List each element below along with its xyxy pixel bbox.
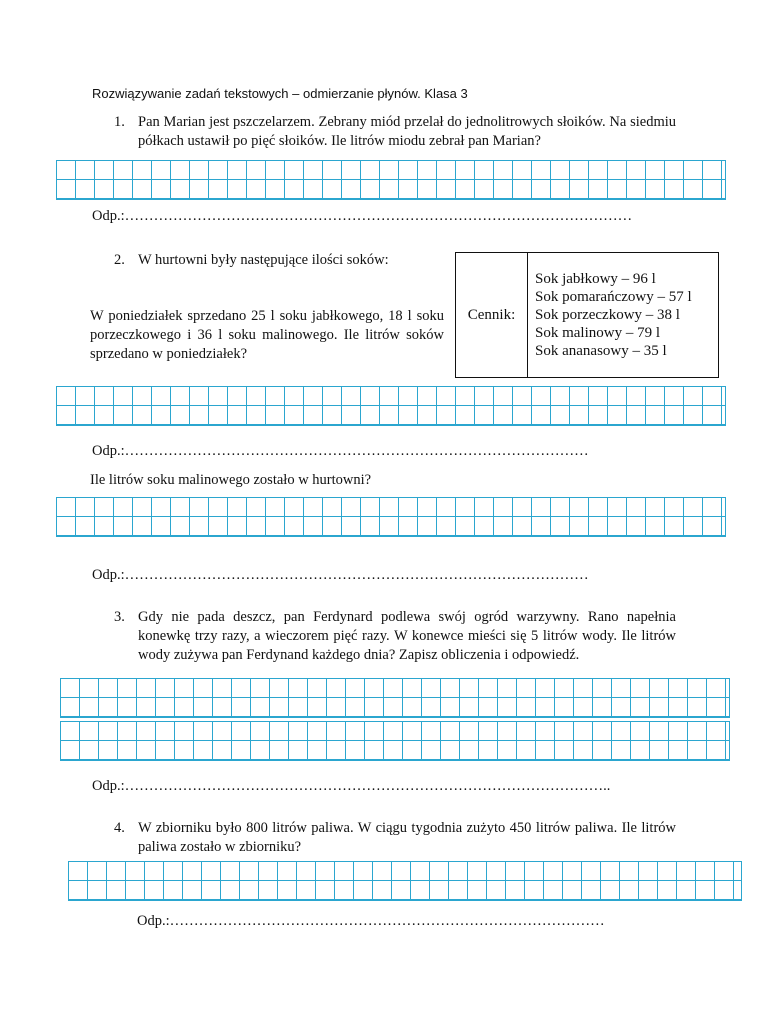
task-2-intro-block	[114, 251, 444, 270]
task-3-text: Gdy nie pada deszcz, pan Ferdynard podlewa swój ogród warzywny. Rano napełnia konewkę trzy razy, a wieczorem pięć razy. W konewce mieści się 5 litrów wody. Ile litrów wody zużywa pan Ferdynand każdego dnia? Zapisz obliczenia i odpowiedź.	[138, 609, 676, 663]
task-2-answer-line-1[interactable]: Odp.:……………………………………………………………………………………	[92, 443, 589, 459]
task-3	[114, 608, 676, 665]
task-1-answer-line[interactable]: Odp.:……………………………………………………………………………………………	[92, 208, 633, 224]
page-title: Rozwiązywanie zadań tekstowych – odmierzanie płynów. Klasa 3	[92, 86, 468, 101]
task-3-grid-2[interactable]	[60, 721, 730, 761]
task-3-answer-line[interactable]: Odp.:………………………………………………………………………………………..	[92, 778, 611, 794]
task-1-grid[interactable]	[56, 160, 726, 200]
price-table-label: Cennik:	[456, 253, 528, 377]
price-table	[455, 252, 719, 378]
task-2-grid-2[interactable]	[56, 497, 726, 537]
price-item-raspberry: Sok malinowy – 79 l	[535, 325, 661, 341]
task-4	[114, 819, 676, 857]
task-2-question: W poniedziałek sprzedano 25 l soku jabłkowego, 18 l soku porzeczkowego i 36 l soku malinowego. Ile litrów soków sprzedano w poniedziałek?	[90, 308, 444, 362]
price-item-currant: Sok porzeczkowy – 38 l	[535, 307, 680, 323]
task-2-number: 2.	[114, 252, 125, 268]
task-4-answer-line[interactable]: Odp.:………………………………………………………………………………	[137, 913, 605, 929]
task-3-number: 3.	[114, 609, 125, 625]
task-1	[114, 113, 676, 151]
task-3-grid-1[interactable]	[60, 678, 730, 718]
task-2-answer-line-2[interactable]: Odp.:……………………………………………………………………………………	[92, 567, 589, 583]
price-item-pineapple: Sok ananasowy – 35 l	[535, 343, 667, 359]
task-4-number: 4.	[114, 820, 125, 836]
price-item-apple: Sok jabłkowy – 96 l	[535, 271, 656, 287]
task-2-question-2: Ile litrów soku malinowego zostało w hurtowni?	[90, 472, 372, 488]
task-2-grid-1[interactable]	[56, 386, 726, 426]
task-2-intro: W hurtowni były następujące ilości soków:	[138, 252, 389, 268]
task-1-text: Pan Marian jest pszczelarzem. Zebrany miód przelał do jednolitrowych słoików. Na siedmiu półkach ustawił po pięć słoików. Ile litrów miodu zebrał pan Marian?	[138, 114, 676, 149]
task-1-number: 1.	[114, 114, 125, 130]
task-4-text: W zbiorniku było 800 litrów paliwa. W ciągu tygodnia zużyto 450 litrów paliwa. Ile litrów paliwa zostało w zbiorniku?	[138, 820, 676, 855]
task-4-grid[interactable]	[68, 861, 742, 901]
price-item-orange: Sok pomarańczowy – 57 l	[535, 289, 692, 305]
price-table-list	[535, 270, 692, 360]
